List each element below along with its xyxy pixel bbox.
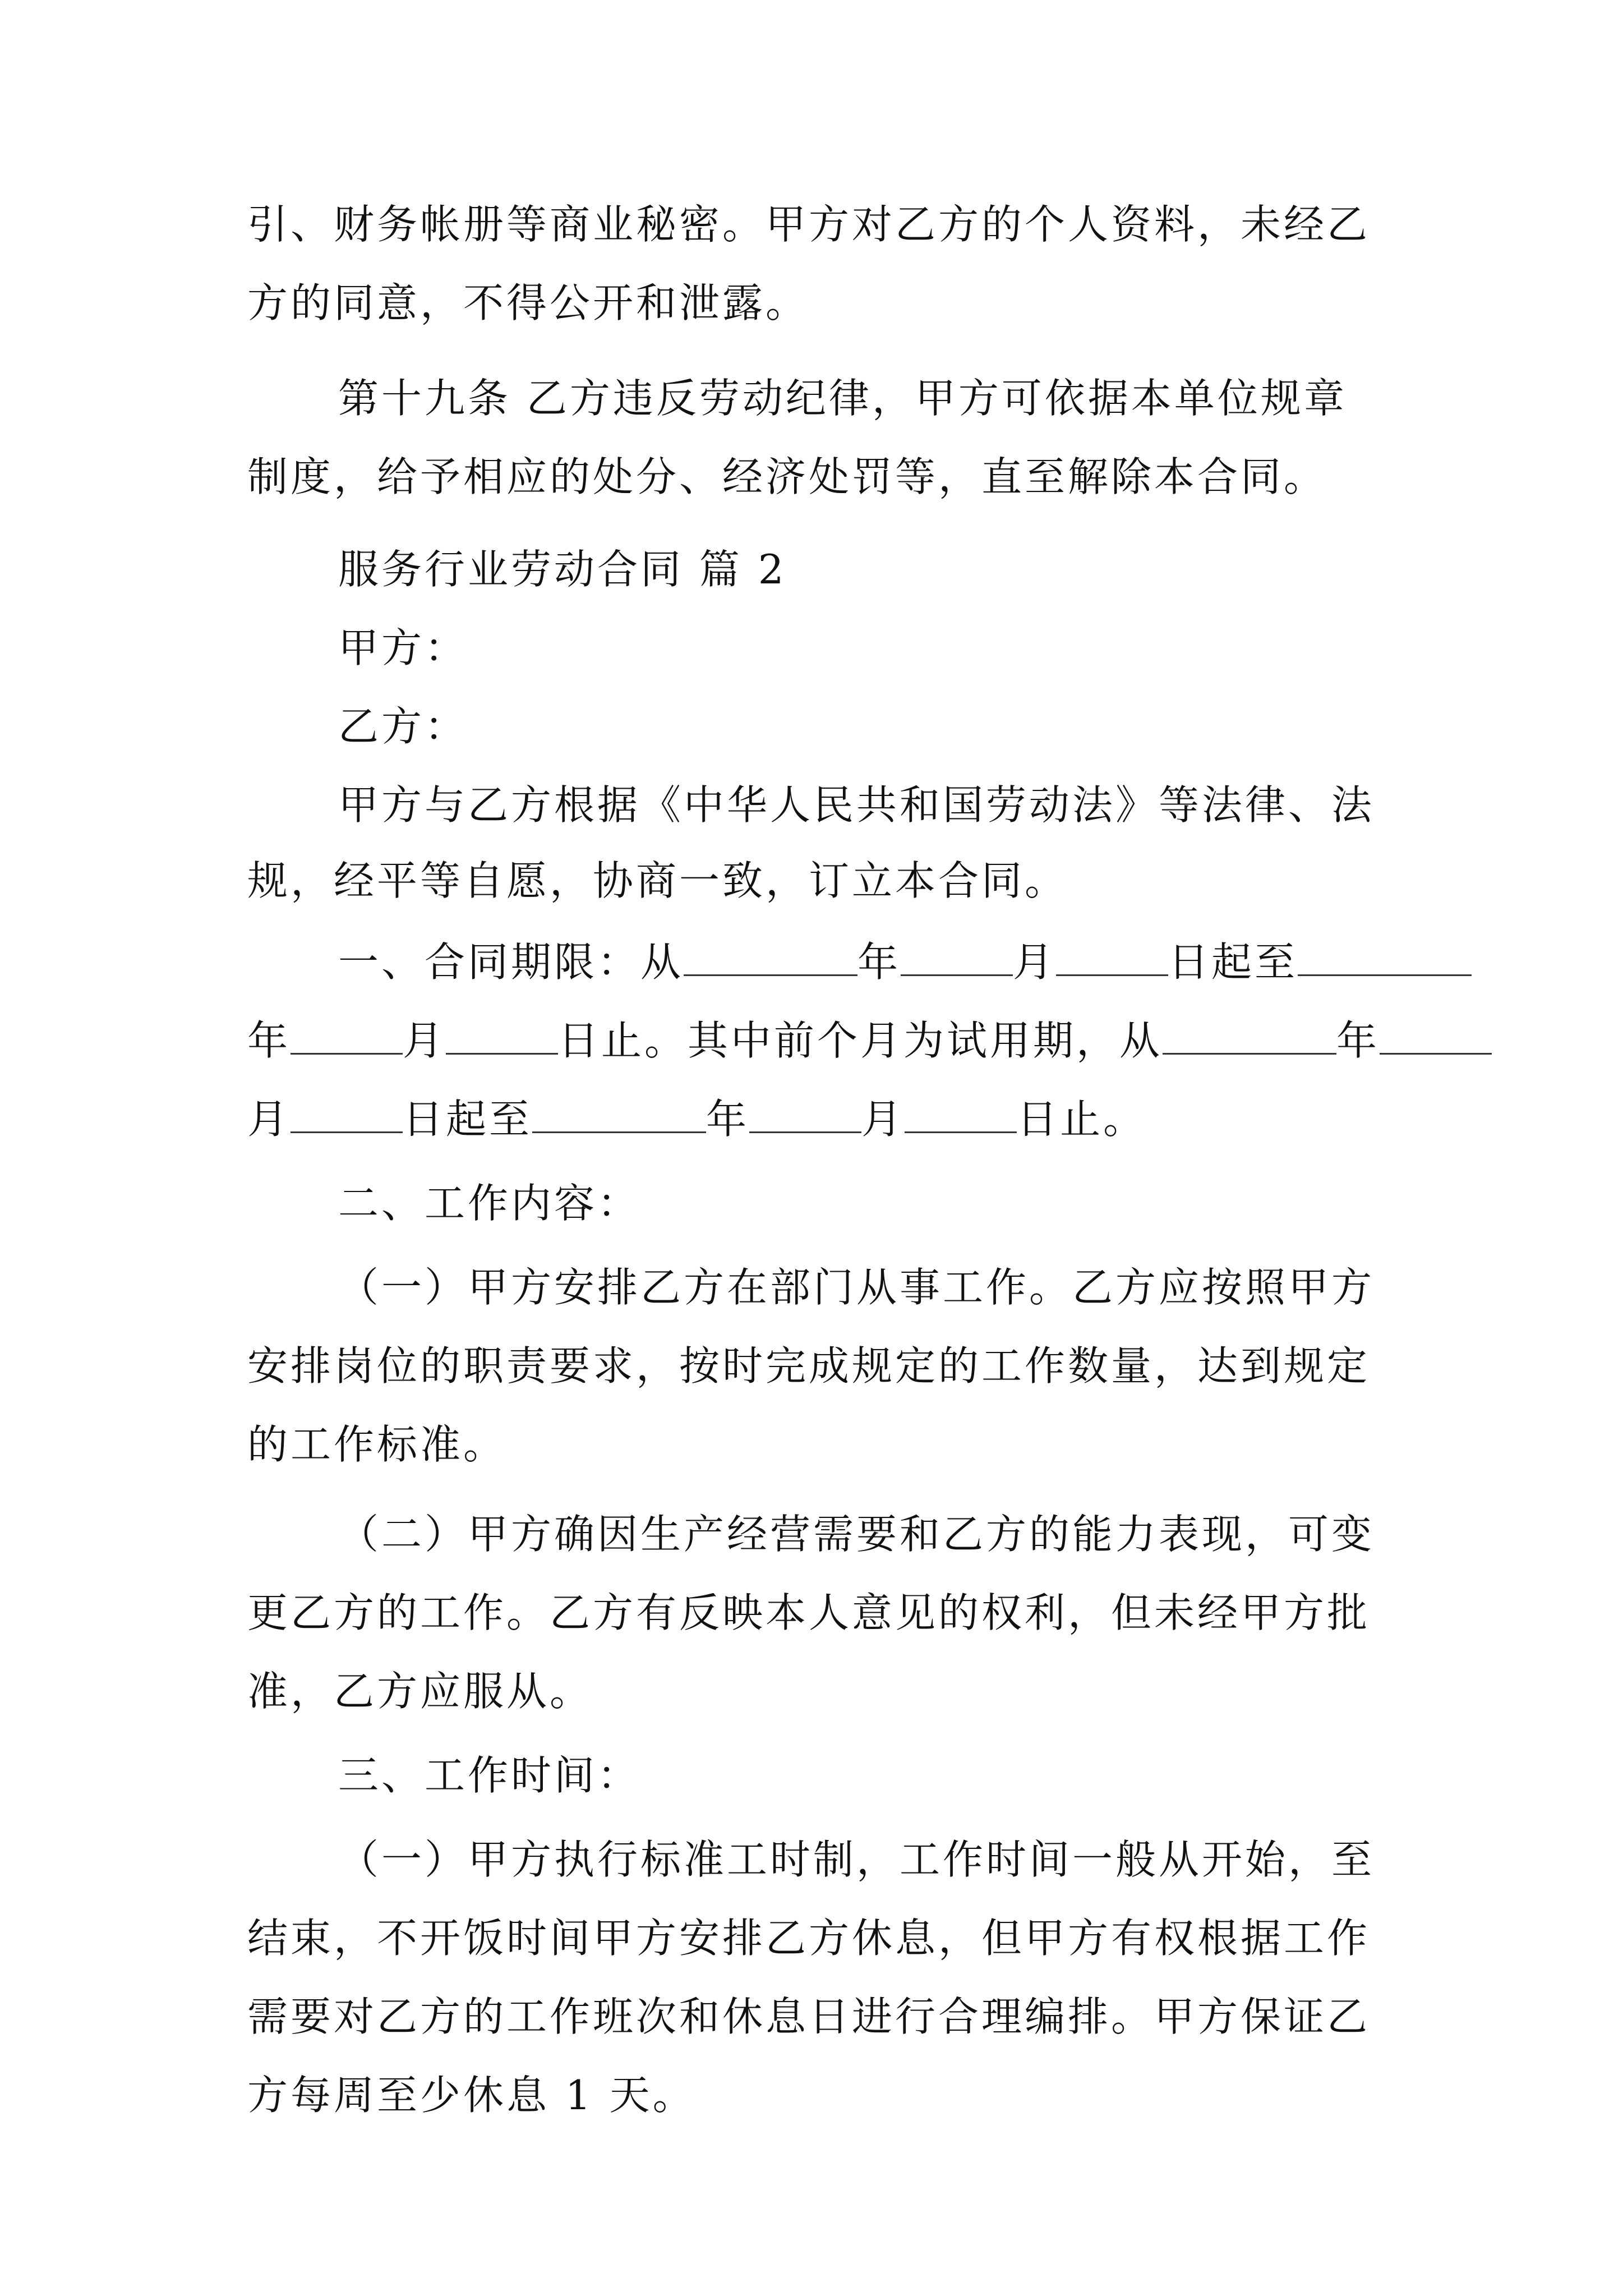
blank-field [532, 1091, 706, 1133]
blank-field [684, 934, 857, 976]
blank-field [901, 934, 1013, 976]
year-label: 年 [247, 1017, 291, 1064]
section-title: 服务行业劳动合同 篇 2 [338, 546, 787, 593]
blank-field [1298, 934, 1472, 976]
preamble-line: 规，经平等自愿，协商一致，订立本合同。 [247, 857, 1068, 904]
paragraph-line: （二）甲方确因生产经营需要和乙方的能力表现，可变 [338, 1511, 1375, 1558]
preamble-line: 甲方与乙方根据《中华人民共和国劳动法》等法律、法 [338, 781, 1375, 829]
contract-term-line-3 [247, 1080, 1380, 1158]
paragraph-line: 引、财务帐册等商业秘密。甲方对乙方的个人资料，未经乙 [247, 201, 1371, 248]
probation-text: 日止。其中前个月为试用期，从 [558, 1017, 1163, 1064]
paragraph-line: 方的同意，不得公开和泄露。 [247, 279, 809, 326]
month-label: 月 [861, 1096, 905, 1143]
year-label: 年 [706, 1096, 750, 1143]
blank-field [1163, 1013, 1336, 1055]
paragraph-line: 的工作标准。 [247, 1421, 507, 1468]
paragraph-line: 更乙方的工作。乙方有反映本人意见的权利，但未经甲方批 [247, 1589, 1371, 1636]
heading-work-content: 二、工作内容： [338, 1180, 641, 1227]
party-b-label: 乙方： [338, 703, 468, 750]
month-label: 月 [403, 1017, 446, 1064]
blank-field [291, 1091, 403, 1133]
paragraph-line: 结束，不开饭时间甲方安排乙方休息，但甲方有权根据工作 [247, 1915, 1371, 1962]
end-suffix: 日止。 [1017, 1096, 1147, 1143]
party-a-label: 甲方： [338, 624, 468, 671]
paragraph-line: 安排岗位的职责要求，按时完成规定的工作数量，达到规定 [247, 1342, 1371, 1389]
paragraph-line: （一）甲方执行标准工时制，工作时间一般从开始，至 [338, 1836, 1375, 1883]
year-label: 年 [857, 938, 901, 986]
month-label: 月 [1013, 938, 1057, 986]
blank-field [291, 1013, 403, 1055]
term-prefix: 一、合同期限：从 [338, 938, 684, 986]
blank-field [749, 1091, 861, 1133]
start-suffix: 日起至 [403, 1096, 533, 1143]
paragraph-line: 准，乙方应服从。 [247, 1668, 593, 1715]
contract-term-line-1 [338, 923, 1471, 1001]
blank-field [446, 1013, 558, 1055]
heading-work-time: 三、工作时间： [338, 1752, 641, 1799]
year-label: 年 [1336, 1017, 1380, 1064]
paragraph-line: 方每周至少休息 1 天。 [247, 2072, 696, 2119]
paragraph-line: 制度，给予相应的处分、经济处罚等，直至解除本合同。 [247, 453, 1327, 500]
paragraph-line: 需要对乙方的工作班次和休息日进行合理编排。甲方保证乙 [247, 1993, 1371, 2040]
start-suffix: 日起至 [1168, 938, 1298, 986]
contract-term-line-2 [247, 1001, 1380, 1080]
blank-field [1380, 1013, 1492, 1055]
paragraph-line: （一）甲方安排乙方在部门从事工作。乙方应按照甲方 [338, 1264, 1375, 1311]
blank-field [1056, 934, 1168, 976]
article-19-line: 第十九条 乙方违反劳动纪律，甲方可依据本单位规章 [338, 375, 1347, 422]
blank-field [905, 1091, 1017, 1133]
month-label: 月 [247, 1096, 291, 1143]
